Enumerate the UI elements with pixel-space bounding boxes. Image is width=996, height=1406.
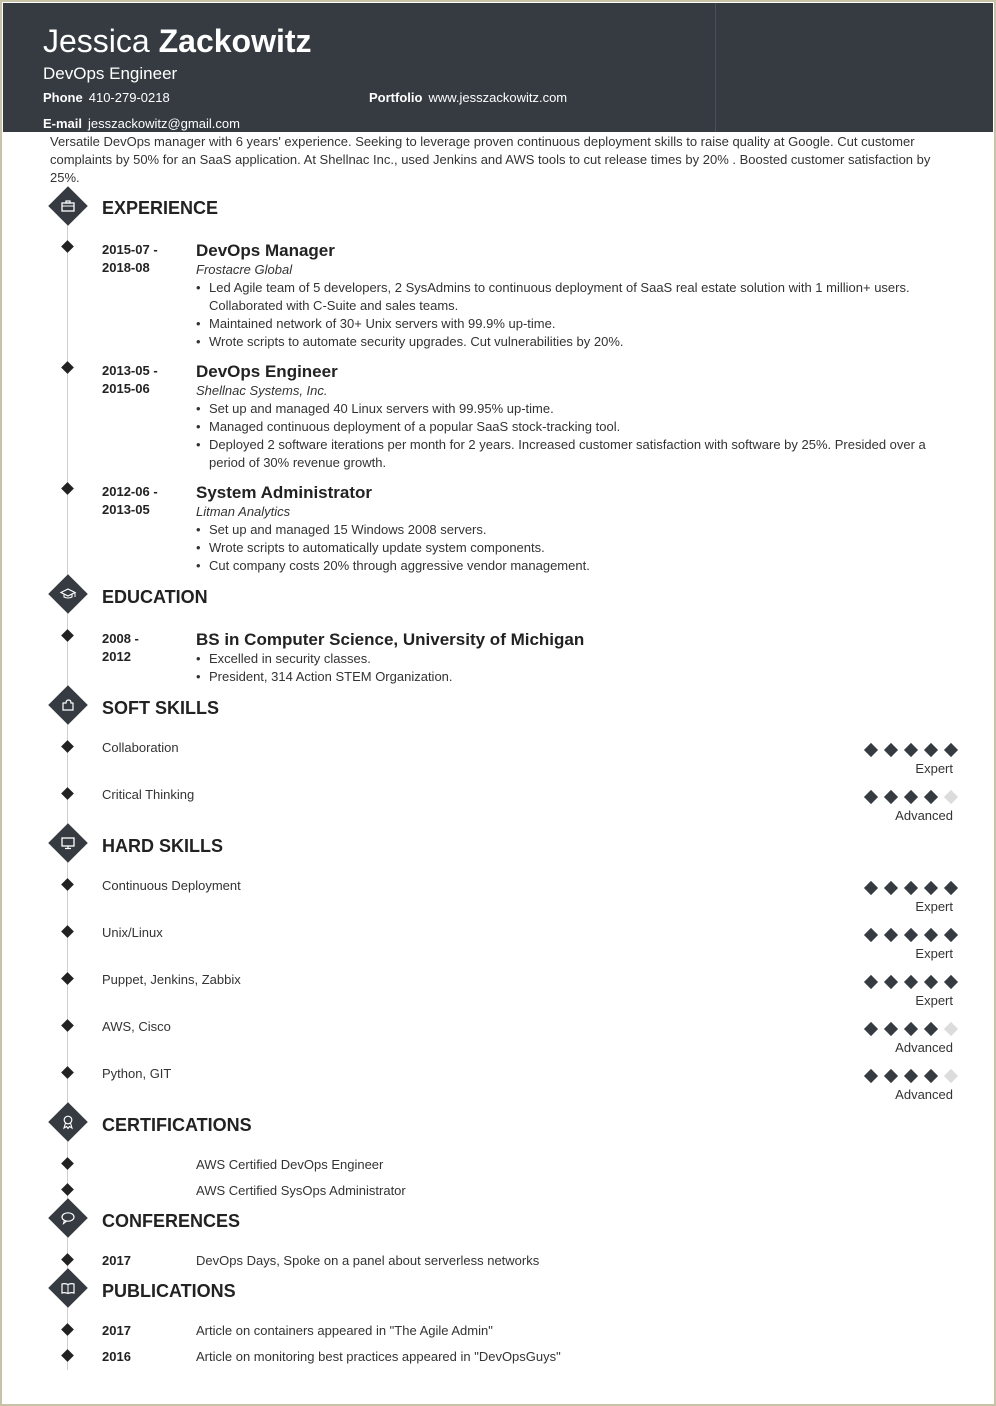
skill-level: Expert — [915, 899, 953, 914]
job-bullets — [196, 400, 936, 472]
job-bullets — [196, 279, 936, 351]
skill-name: Unix/Linux — [102, 925, 163, 940]
bullet-item: • Wrote scripts to automatically update system components. — [196, 539, 936, 557]
rating-diamond-filled — [864, 1022, 878, 1036]
rating-diamond-filled — [924, 1069, 938, 1083]
email-label: E-mail — [43, 116, 83, 131]
skill-rating — [858, 1068, 958, 1084]
portfolio-label: Portfolio — [369, 90, 423, 105]
rating-diamond-filled — [904, 743, 918, 757]
rating-diamond-filled — [944, 928, 958, 942]
timeline-marker — [61, 361, 74, 374]
timeline-marker — [61, 482, 74, 495]
contact-email — [43, 116, 240, 131]
rating-diamond-filled — [924, 790, 938, 804]
skill-name: Collaboration — [102, 740, 179, 755]
timeline-marker — [61, 1349, 74, 1362]
rating-diamond-filled — [884, 975, 898, 989]
rating-diamond-filled — [904, 790, 918, 804]
job-dates: 2013-05 - 2015-06 — [102, 363, 158, 396]
rating-diamond-filled — [884, 928, 898, 942]
skill-name: Puppet, Jenkins, Zabbix — [102, 972, 241, 987]
skill-rating — [858, 789, 958, 805]
candidate-name — [43, 23, 312, 60]
timeline-marker — [61, 1019, 74, 1032]
job-bullets — [196, 521, 936, 575]
certification-item: AWS Certified DevOps Engineer — [196, 1157, 384, 1172]
bullet-item: • Wrote scripts to automate security upgrades. Cut vulnerabilities by 20%. — [196, 333, 936, 351]
conference-text: DevOps Days, Spoke on a panel about serverless networks — [196, 1253, 540, 1268]
skill-level: Expert — [915, 761, 953, 776]
section-title-education: EDUCATION — [102, 587, 208, 607]
section-title-hard-skills: HARD SKILLS — [102, 836, 223, 856]
monitor-icon — [48, 823, 88, 863]
rating-diamond-filled — [904, 1022, 918, 1036]
skill-rating — [858, 880, 958, 896]
timeline-marker — [61, 740, 74, 753]
rating-diamond-filled — [864, 743, 878, 757]
skill-level: Expert — [915, 993, 953, 1008]
timeline-marker — [61, 787, 74, 800]
timeline-marker — [61, 878, 74, 891]
skill-level: Advanced — [895, 808, 953, 823]
rating-diamond-filled — [864, 928, 878, 942]
rating-diamond-filled — [864, 881, 878, 895]
rating-diamond-filled — [904, 1069, 918, 1083]
skill-level: Advanced — [895, 1040, 953, 1055]
bullet-item: • President, 314 Action STEM Organization. — [196, 668, 936, 686]
book-icon — [48, 1268, 88, 1308]
contact-portfolio — [369, 90, 567, 105]
rating-diamond-filled — [904, 928, 918, 942]
skill-rating — [858, 1021, 958, 1037]
education-dates: 2008 - 2012 — [102, 631, 139, 664]
rating-diamond-filled — [924, 1022, 938, 1036]
rating-diamond-filled — [884, 1022, 898, 1036]
bullet-item: • Managed continuous deployment of a popular SaaS stock-tracking tool. — [196, 418, 936, 436]
header-divider — [715, 3, 716, 132]
skill-level: Expert — [915, 946, 953, 961]
rating-diamond-filled — [904, 881, 918, 895]
puzzle-icon — [48, 685, 88, 725]
email-link[interactable]: jesszackowitz@gmail.com — [88, 116, 240, 131]
summary-text: Versatile DevOps manager with 6 years' experience. Seeking to leverage proven continuous deployment skills to raise quality at Google. Cut customer complaints by 50% for an SaaS application. At Shellnac Inc., used Jenkins and AWS tools to cut release times by 20% . Boosted customer satisfaction by 25%. — [50, 134, 931, 185]
bullet-item: • Led Agile team of 5 developers, 2 SysAdmins to continuous deployment of SaaS real estate solution with 1 million+ users. Collaborated with C-Suite and sales teams. — [196, 279, 936, 315]
timeline-marker — [61, 972, 74, 985]
last-name: Zackowitz — [158, 23, 312, 59]
timeline-marker — [61, 1323, 74, 1336]
bullet-item: • Excelled in security classes. — [196, 650, 936, 668]
rating-diamond-filled — [884, 1069, 898, 1083]
degree-title: BS in Computer Science, University of Michigan — [196, 630, 585, 649]
conference-year: 2017 — [102, 1253, 131, 1268]
rating-diamond-filled — [904, 975, 918, 989]
resume-header — [3, 3, 993, 132]
bullet-item: • Maintained network of 30+ Unix servers with 99.9% up-time. — [196, 315, 936, 333]
rating-diamond-filled — [944, 743, 958, 757]
publication-text: Article on containers appeared in "The Agile Admin" — [196, 1323, 493, 1338]
job-company: Frostacre Global — [196, 262, 293, 277]
rating-diamond-filled — [864, 1069, 878, 1083]
rating-diamond-empty — [944, 1022, 958, 1036]
job-company: Shellnac Systems, Inc. — [196, 383, 328, 398]
skill-rating — [858, 927, 958, 943]
rating-diamond-filled — [864, 975, 878, 989]
rating-diamond-filled — [944, 881, 958, 895]
job-company: Litman Analytics — [196, 504, 291, 519]
skill-level: Advanced — [895, 1087, 953, 1102]
rating-diamond-filled — [884, 743, 898, 757]
speech-bubble-icon — [48, 1198, 88, 1238]
rating-diamond-filled — [944, 975, 958, 989]
skill-name: Critical Thinking — [102, 787, 195, 802]
rating-diamond-empty — [944, 1069, 958, 1083]
first-name: Jessica — [43, 23, 150, 59]
section-title-publications: PUBLICATIONS — [102, 1281, 236, 1301]
bullet-item: • Set up and managed 15 Windows 2008 servers. — [196, 521, 936, 539]
job-title: System Administrator — [196, 483, 373, 502]
section-title-certifications: CERTIFICATIONS — [102, 1115, 252, 1135]
briefcase-icon — [48, 186, 88, 226]
bullet-item: • Set up and managed 40 Linux servers with 99.95% up-time. — [196, 400, 936, 418]
award-ribbon-icon — [48, 1102, 88, 1142]
timeline-marker — [61, 1183, 74, 1196]
rating-diamond-filled — [884, 881, 898, 895]
job-title: DevOps Engineer — [196, 362, 338, 381]
rating-diamond-filled — [884, 790, 898, 804]
rating-diamond-empty — [944, 790, 958, 804]
publication-year: 2017 — [102, 1323, 131, 1338]
timeline-marker — [61, 240, 74, 253]
bullet-item: • Deployed 2 software iterations per month for 2 years. Increased customer satisfaction with software by 25%. Presided over a period of 30% revenue growth. — [196, 436, 936, 472]
publication-year: 2016 — [102, 1349, 131, 1364]
portfolio-link[interactable]: www.jesszackowitz.com — [428, 90, 568, 105]
job-dates: 2015-07 - 2018-08 — [102, 242, 158, 275]
job-dates: 2012-06 - 2013-05 — [102, 484, 158, 517]
timeline-marker — [61, 925, 74, 938]
rating-diamond-filled — [864, 790, 878, 804]
skill-rating — [858, 742, 958, 758]
rating-diamond-filled — [924, 881, 938, 895]
publication-text: Article on monitoring best practices appeared in "DevOpsGuys" — [196, 1349, 561, 1364]
phone-label: Phone — [43, 90, 83, 105]
timeline-marker — [61, 1066, 74, 1079]
contact-phone — [43, 90, 170, 105]
phone-value: 410-279-0218 — [88, 90, 170, 105]
certification-item: AWS Certified SysOps Administrator — [196, 1183, 406, 1198]
section-title-soft-skills: SOFT SKILLS — [102, 698, 219, 718]
timeline-marker — [61, 629, 74, 642]
skill-rating — [858, 974, 958, 990]
timeline-marker — [61, 1157, 74, 1170]
skill-name: Continuous Deployment — [102, 878, 241, 893]
skill-name: AWS, Cisco — [102, 1019, 171, 1034]
education-bullets — [196, 650, 936, 686]
job-title: DevOps Manager — [196, 241, 335, 260]
section-title-experience: EXPERIENCE — [102, 198, 219, 218]
skill-name: Python, GIT — [102, 1066, 172, 1081]
section-title-conferences: CONFERENCES — [102, 1211, 241, 1231]
timeline-marker — [61, 1253, 74, 1266]
rating-diamond-filled — [924, 928, 938, 942]
graduation-cap-icon — [48, 574, 88, 614]
bullet-item: • Cut company costs 20% through aggressive vendor management. — [196, 557, 936, 575]
rating-diamond-filled — [924, 975, 938, 989]
rating-diamond-filled — [924, 743, 938, 757]
candidate-role: DevOps Engineer — [43, 64, 178, 83]
